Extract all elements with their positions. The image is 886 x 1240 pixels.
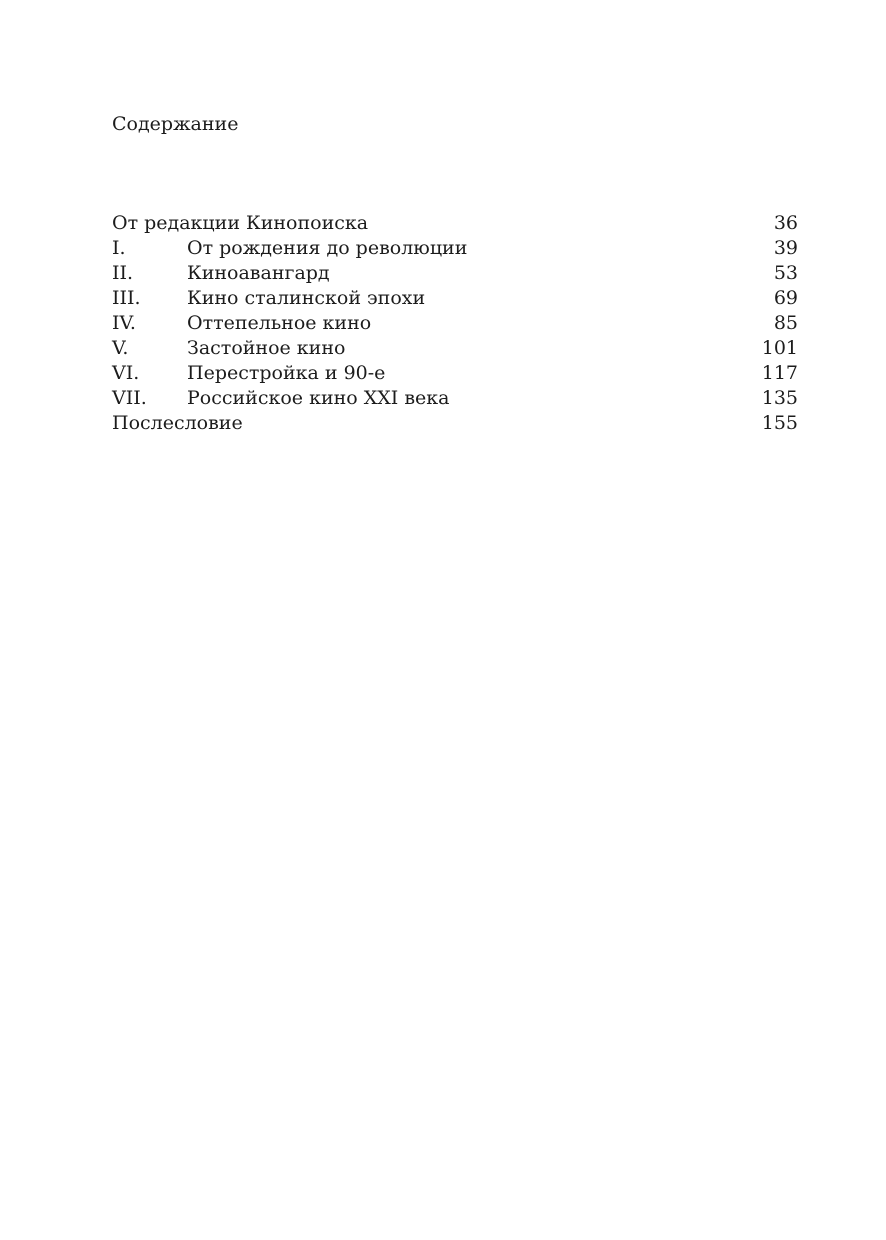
toc-entry[interactable] <box>112 361 798 386</box>
toc-entry-page: 53 <box>773 262 798 284</box>
page-title: Содержание <box>112 113 239 135</box>
toc-entry[interactable] <box>112 211 798 236</box>
toc-entry-page: 69 <box>773 287 798 309</box>
toc-entry-title: От редакции Кинопоиска <box>112 212 369 234</box>
toc-entry-number: III. <box>112 287 141 309</box>
toc-entry-page: 101 <box>761 337 798 359</box>
toc-entry-title: Российское кино XXI века <box>187 387 450 409</box>
toc-entry-number: VI. <box>112 362 140 384</box>
toc-entry-page: 36 <box>773 212 798 234</box>
toc-entry-number: I. <box>112 237 126 259</box>
toc-entry[interactable] <box>112 311 798 336</box>
toc-entry-title: Оттепельное кино <box>187 312 372 334</box>
toc-entry-number: II. <box>112 262 134 284</box>
toc-entry-page: 135 <box>761 387 798 409</box>
toc-entry-title: Перестройка и 90-е <box>187 362 386 384</box>
toc-entry[interactable] <box>112 411 798 436</box>
toc-entry-page: 117 <box>761 362 798 384</box>
toc-entry[interactable] <box>112 336 798 361</box>
toc-entry[interactable] <box>112 386 798 411</box>
toc-entry-title: Киноавангард <box>187 262 330 284</box>
toc-entry[interactable] <box>112 261 798 286</box>
toc-entry-title: От рождения до революции <box>187 237 468 259</box>
table-of-contents <box>112 211 798 436</box>
toc-entry-number: IV. <box>112 312 136 334</box>
toc-entry-page: 155 <box>761 412 798 434</box>
toc-entry-title: Послесловие <box>112 412 243 434</box>
toc-entry-title: Кино сталинской эпохи <box>187 287 426 309</box>
toc-entry[interactable] <box>112 236 798 261</box>
toc-entry-page: 85 <box>773 312 798 334</box>
toc-entry[interactable] <box>112 286 798 311</box>
toc-entry-page: 39 <box>773 237 798 259</box>
toc-entry-number: V. <box>112 337 129 359</box>
toc-entry-title: Застойное кино <box>187 337 346 359</box>
toc-entry-number: VII. <box>112 387 147 409</box>
